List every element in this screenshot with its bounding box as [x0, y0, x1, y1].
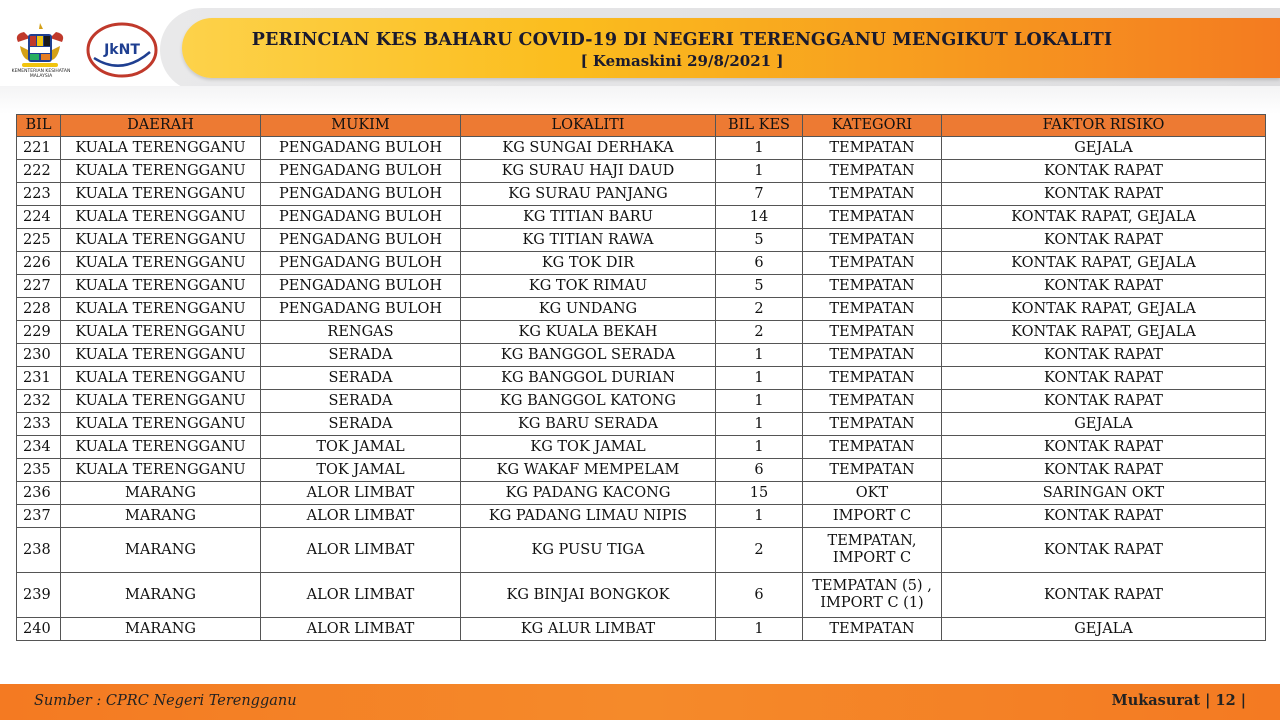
cell-daerah: KUALA TERENGGANU — [61, 275, 261, 298]
cell-mukim: ALOR LIMBAT — [261, 618, 461, 641]
cell-lokaliti: KG BINJAI BONGKOK — [461, 573, 716, 618]
cell-bil: 228 — [17, 298, 61, 321]
cell-bil: 222 — [17, 160, 61, 183]
cell-lokaliti: KG UNDANG — [461, 298, 716, 321]
cell-bil: 240 — [17, 618, 61, 641]
footer-source: Sumber : CPRC Negeri Terengganu — [34, 693, 297, 709]
cell-bil: 232 — [17, 390, 61, 413]
cell-lokaliti: KG SURAU PANJANG — [461, 183, 716, 206]
cell-bil-kes: 15 — [716, 482, 803, 505]
cell-faktor-risiko: KONTAK RAPAT — [942, 275, 1266, 298]
table-row — [17, 618, 1266, 641]
cell-faktor-risiko: GEJALA — [942, 137, 1266, 160]
cell-mukim: PENGADANG BULOH — [261, 229, 461, 252]
cell-daerah: KUALA TERENGGANU — [61, 436, 261, 459]
table-row — [17, 459, 1266, 482]
cell-line: TEMPATAN, — [827, 533, 917, 549]
cell-bil-kes: 1 — [716, 160, 803, 183]
cell-faktor-risiko: KONTAK RAPAT — [942, 390, 1266, 413]
cell-bil: 234 — [17, 436, 61, 459]
crest-caption: KEMENTERIAN KESIHATAN MALAYSIA — [11, 69, 71, 79]
cell-faktor-risiko: KONTAK RAPAT, GEJALA — [942, 298, 1266, 321]
cell-kategori: TEMPATAN — [803, 183, 942, 206]
cell-faktor-risiko: SARINGAN OKT — [942, 482, 1266, 505]
cell-bil: 230 — [17, 344, 61, 367]
table-row — [17, 183, 1266, 206]
cell-lokaliti: KG TOK RIMAU — [461, 275, 716, 298]
cell-bil-kes: 1 — [716, 413, 803, 436]
cases-table-container — [16, 114, 1265, 641]
cell-daerah: KUALA TERENGGANU — [61, 390, 261, 413]
cell-mukim: SERADA — [261, 390, 461, 413]
cell-lokaliti: KG TOK JAMAL — [461, 436, 716, 459]
table-row — [17, 206, 1266, 229]
cell-kategori: TEMPATAN — [803, 459, 942, 482]
cell-bil-kes: 2 — [716, 528, 803, 573]
cell-bil: 239 — [17, 573, 61, 618]
cell-line: TEMPATAN (5) , — [812, 578, 932, 594]
cell-kategori: TEMPATAN — [803, 413, 942, 436]
table-row — [17, 573, 1266, 618]
cell-bil-kes: 1 — [716, 618, 803, 641]
cell-faktor-risiko: KONTAK RAPAT — [942, 436, 1266, 459]
cell-faktor-risiko: KONTAK RAPAT — [942, 505, 1266, 528]
cell-line: IMPORT C (1) — [820, 595, 924, 611]
column-header-daerah: DAERAH — [61, 115, 261, 137]
cell-faktor-risiko: KONTAK RAPAT — [942, 367, 1266, 390]
table-row — [17, 528, 1266, 573]
cell-faktor-risiko: KONTAK RAPAT — [942, 344, 1266, 367]
cell-bil-kes: 5 — [716, 275, 803, 298]
cell-kategori: TEMPATAN — [803, 390, 942, 413]
cell-mukim: PENGADANG BULOH — [261, 298, 461, 321]
column-header-bil-kes: BIL KES — [716, 115, 803, 137]
cell-bil: 223 — [17, 183, 61, 206]
cell-mukim: SERADA — [261, 344, 461, 367]
cell-lokaliti: KG WAKAF MEMPELAM — [461, 459, 716, 482]
cell-bil-kes: 2 — [716, 321, 803, 344]
cell-bil: 229 — [17, 321, 61, 344]
cell-faktor-risiko: KONTAK RAPAT — [942, 160, 1266, 183]
cell-daerah: KUALA TERENGGANU — [61, 298, 261, 321]
cell-lokaliti: KG TOK DIR — [461, 252, 716, 275]
cell-mukim: PENGADANG BULOH — [261, 160, 461, 183]
column-header-kategori: KATEGORI — [803, 115, 942, 137]
cell-bil: 225 — [17, 229, 61, 252]
cell-daerah: MARANG — [61, 618, 261, 641]
cell-daerah: KUALA TERENGGANU — [61, 137, 261, 160]
table-row — [17, 298, 1266, 321]
cell-lokaliti: KG BANGGOL DURIAN — [461, 367, 716, 390]
cell-faktor-risiko: KONTAK RAPAT — [942, 573, 1266, 618]
cell-lokaliti: KG PADANG LIMAU NIPIS — [461, 505, 716, 528]
cell-daerah: KUALA TERENGGANU — [61, 413, 261, 436]
cell-lokaliti: KG TITIAN BARU — [461, 206, 716, 229]
cell-kategori: TEMPATAN — [803, 367, 942, 390]
cell-daerah: KUALA TERENGGANU — [61, 183, 261, 206]
cell-bil: 226 — [17, 252, 61, 275]
cell-mukim: SERADA — [261, 413, 461, 436]
cell-bil-kes: 5 — [716, 229, 803, 252]
cell-faktor-risiko: GEJALA — [942, 413, 1266, 436]
cell-daerah: KUALA TERENGGANU — [61, 321, 261, 344]
cell-mukim: RENGAS — [261, 321, 461, 344]
page-number: Mukasurat | 12 | — [1111, 692, 1246, 709]
cell-kategori: TEMPATAN — [803, 298, 942, 321]
cell-faktor-risiko: KONTAK RAPAT — [942, 459, 1266, 482]
cell-kategori — [803, 528, 942, 573]
cell-bil-kes: 1 — [716, 436, 803, 459]
cell-daerah: KUALA TERENGGANU — [61, 367, 261, 390]
page-subtitle: [ Kemaskini 29/8/2021 ] — [580, 52, 784, 70]
table-row — [17, 505, 1266, 528]
cell-faktor-risiko: KONTAK RAPAT — [942, 528, 1266, 573]
cell-bil: 238 — [17, 528, 61, 573]
cell-kategori: OKT — [803, 482, 942, 505]
table-row — [17, 160, 1266, 183]
cell-lokaliti: KG PADANG KACONG — [461, 482, 716, 505]
cell-kategori: TEMPATAN — [803, 275, 942, 298]
table-row — [17, 252, 1266, 275]
cell-mukim: ALOR LIMBAT — [261, 482, 461, 505]
table-row — [17, 390, 1266, 413]
cell-kategori: TEMPATAN — [803, 618, 942, 641]
column-header-mukim: MUKIM — [261, 115, 461, 137]
cell-bil-kes: 6 — [716, 573, 803, 618]
cell-bil: 235 — [17, 459, 61, 482]
page-title: PERINCIAN KES BAHARU COVID-19 DI NEGERI TERENGGANU MENGIKUT LOKALITI — [251, 30, 1113, 50]
cell-daerah: KUALA TERENGGANU — [61, 206, 261, 229]
cell-lokaliti: KG ALUR LIMBAT — [461, 618, 716, 641]
cell-kategori: TEMPATAN — [803, 229, 942, 252]
cell-faktor-risiko: KONTAK RAPAT — [942, 229, 1266, 252]
cell-daerah: MARANG — [61, 482, 261, 505]
cell-kategori — [803, 573, 942, 618]
cell-bil-kes: 14 — [716, 206, 803, 229]
cell-kategori: IMPORT C — [803, 505, 942, 528]
cell-daerah: MARANG — [61, 573, 261, 618]
cell-mukim: TOK JAMAL — [261, 436, 461, 459]
cell-bil-kes: 1 — [716, 367, 803, 390]
cell-daerah: KUALA TERENGGANU — [61, 229, 261, 252]
table-row — [17, 482, 1266, 505]
cell-bil-kes: 1 — [716, 505, 803, 528]
table-body — [17, 137, 1266, 641]
table-row — [17, 275, 1266, 298]
cell-mukim: PENGADANG BULOH — [261, 137, 461, 160]
cell-lokaliti: KG BARU SERADA — [461, 413, 716, 436]
cell-kategori: TEMPATAN — [803, 206, 942, 229]
cell-bil-kes: 7 — [716, 183, 803, 206]
column-header-lokaliti: LOKALITI — [461, 115, 716, 137]
cell-mukim: ALOR LIMBAT — [261, 505, 461, 528]
table-header-row — [17, 115, 1266, 137]
cell-faktor-risiko: KONTAK RAPAT — [942, 183, 1266, 206]
cell-bil: 236 — [17, 482, 61, 505]
cell-lokaliti: KG TITIAN RAWA — [461, 229, 716, 252]
cell-bil: 227 — [17, 275, 61, 298]
cell-mukim: ALOR LIMBAT — [261, 573, 461, 618]
cell-daerah: MARANG — [61, 505, 261, 528]
cell-line: IMPORT C — [832, 550, 912, 566]
table-row — [17, 436, 1266, 459]
cell-lokaliti: KG SUNGAI DERHAKA — [461, 137, 716, 160]
cell-bil: 237 — [17, 505, 61, 528]
cell-faktor-risiko: GEJALA — [942, 618, 1266, 641]
cell-kategori: TEMPATAN — [803, 344, 942, 367]
cell-lokaliti: KG PUSU TIGA — [461, 528, 716, 573]
cell-bil: 231 — [17, 367, 61, 390]
cell-mukim: ALOR LIMBAT — [261, 528, 461, 573]
cell-mukim: PENGADANG BULOH — [261, 206, 461, 229]
cases-table — [16, 114, 1266, 641]
table-row — [17, 137, 1266, 160]
cell-bil-kes: 1 — [716, 344, 803, 367]
cell-kategori: TEMPATAN — [803, 321, 942, 344]
jknt-logo-text: JkNT — [104, 42, 140, 58]
cell-mukim: PENGADANG BULOH — [261, 183, 461, 206]
column-header-bil: BIL — [17, 115, 61, 137]
cell-faktor-risiko: KONTAK RAPAT, GEJALA — [942, 252, 1266, 275]
cell-daerah: KUALA TERENGGANU — [61, 160, 261, 183]
cell-bil: 224 — [17, 206, 61, 229]
cell-bil-kes: 2 — [716, 298, 803, 321]
cell-lokaliti: KG BANGGOL SERADA — [461, 344, 716, 367]
cell-lokaliti: KG SURAU HAJI DAUD — [461, 160, 716, 183]
cell-kategori: TEMPATAN — [803, 137, 942, 160]
cell-mukim: PENGADANG BULOH — [261, 252, 461, 275]
cell-mukim: SERADA — [261, 367, 461, 390]
cell-daerah: KUALA TERENGGANU — [61, 459, 261, 482]
header-background-band — [0, 86, 1280, 114]
cell-daerah: MARANG — [61, 528, 261, 573]
jknt-logo — [84, 22, 160, 78]
column-header-faktor-risiko: FAKTOR RISIKO — [942, 115, 1266, 137]
table-row — [17, 413, 1266, 436]
cell-bil: 221 — [17, 137, 61, 160]
cell-faktor-risiko: KONTAK RAPAT, GEJALA — [942, 206, 1266, 229]
cell-daerah: KUALA TERENGGANU — [61, 344, 261, 367]
cell-lokaliti: KG KUALA BEKAH — [461, 321, 716, 344]
cell-mukim: PENGADANG BULOH — [261, 275, 461, 298]
cell-kategori: TEMPATAN — [803, 252, 942, 275]
cell-faktor-risiko: KONTAK RAPAT, GEJALA — [942, 321, 1266, 344]
table-row — [17, 344, 1266, 367]
cell-daerah: KUALA TERENGGANU — [61, 252, 261, 275]
table-row — [17, 367, 1266, 390]
table-row — [17, 321, 1266, 344]
cell-kategori: TEMPATAN — [803, 436, 942, 459]
table-row — [17, 229, 1266, 252]
cell-bil: 233 — [17, 413, 61, 436]
cell-lokaliti: KG BANGGOL KATONG — [461, 390, 716, 413]
cell-bil-kes: 6 — [716, 252, 803, 275]
cell-mukim: TOK JAMAL — [261, 459, 461, 482]
cell-bil-kes: 6 — [716, 459, 803, 482]
cell-bil-kes: 1 — [716, 390, 803, 413]
cell-kategori: TEMPATAN — [803, 160, 942, 183]
cell-bil-kes: 1 — [716, 137, 803, 160]
